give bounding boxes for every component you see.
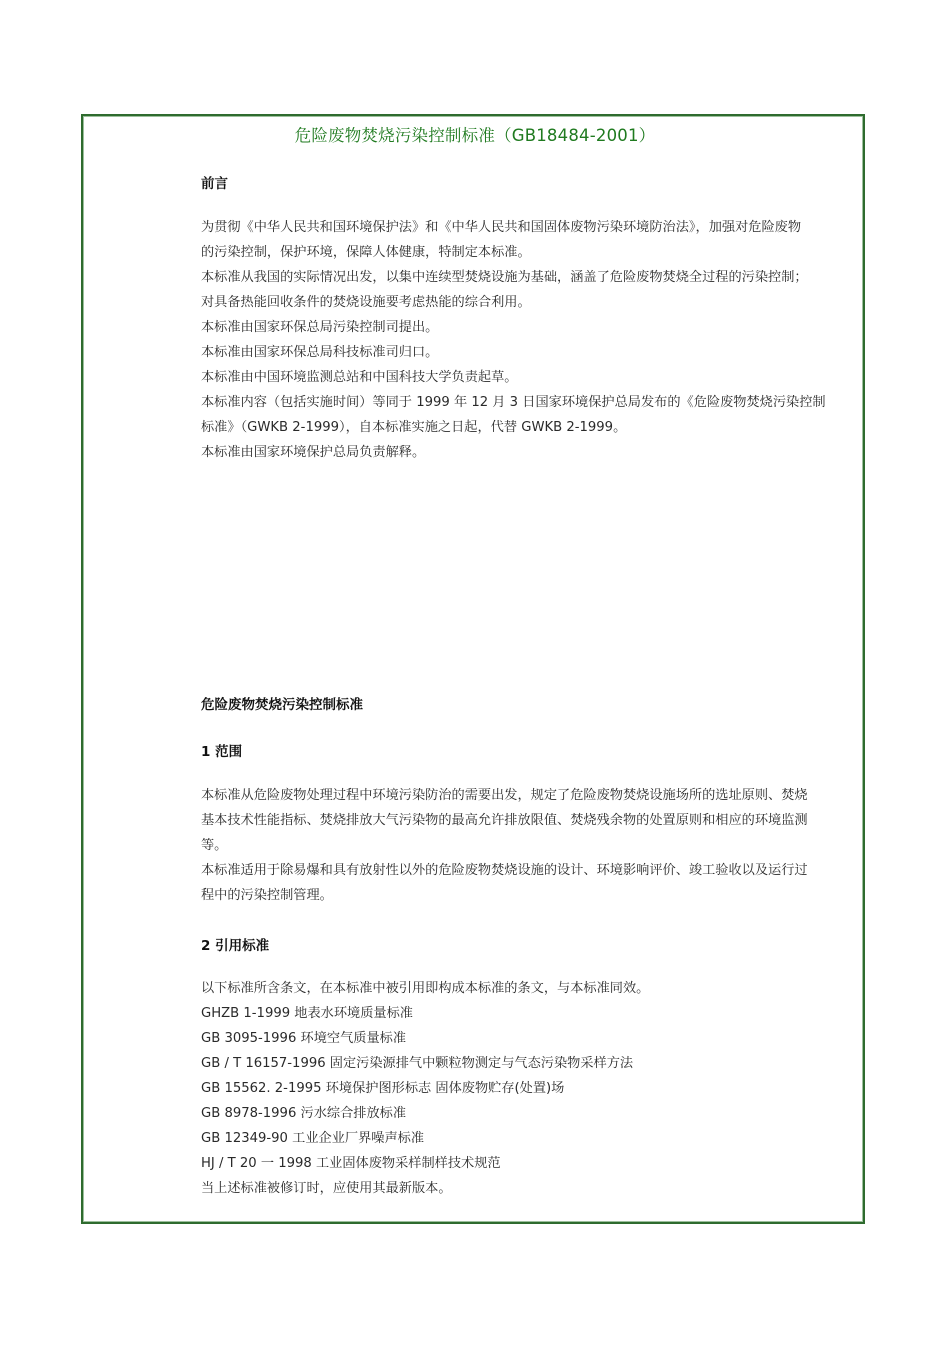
section1-line: 程中的污染控制管理。 [201,888,333,903]
section1-line: 等。 [201,838,228,853]
section2-line: 以下标准所含条文，在本标准中被引用即构成本标准的条文，与本标准同效。 [201,981,650,996]
reference-item: HJ / T 20 一 1998 工业固体废物采样制样技术规范 [201,1156,501,1171]
preface-line: 标准》（GWKB 2-1999），自本标准实施之日起，代替 GWKB 2-1999。 [201,420,627,435]
preface-line: 本标准内容（包括实施时间）等同于 1999 年 12 月 3 日国家环境保护总局发布的《危险废物焚烧污染控制 [201,395,826,410]
reference-item: GB 3095-1996 环境空气质量标准 [201,1031,407,1046]
reference-item: GHZB 1-1999 地表水环境质量标准 [201,1006,413,1021]
reference-item: GB / T 16157-1996 固定污染源排气中颗粒物测定与气态污染物采样方法 [201,1056,634,1071]
section2-body [201,976,649,1201]
section2-line: 当上述标准被修订时，应使用其最新版本。 [201,1181,452,1196]
section1-line: 基本技术性能指标、焚烧排放大气污染物的最高允许排放限值、焚烧残余物的处置原则和相应的环境监测 [201,813,808,828]
preface-line: 本标准由国家环境保护总局负责解释。 [201,445,426,460]
preface-body [201,215,863,465]
preface-line: 本标准由国家环保总局科技标准司归口。 [201,345,439,360]
preface-line: 的污染控制，保护环境，保障人体健康，特制定本标准。 [201,245,531,260]
reference-item: GB 8978-1996 污水综合排放标准 [201,1106,407,1121]
preface-line: 本标准从我国的实际情况出发，以集中连续型焚烧设施为基础，涵盖了危险废物焚烧全过程的污染控制； [201,270,808,285]
reference-item: GB 12349-90 工业企业厂界噪声标准 [201,1131,425,1146]
preface-line: 对具备热能回收条件的焚烧设施要考虑热能的综合利用。 [201,295,531,310]
section2-heading: 2 引用标准 [201,938,270,954]
section1-body [201,783,863,908]
section1-line: 本标准适用于除易爆和具有放射性以外的危险废物焚烧设施的设计、环境影响评价、竣工验收以及运行过 [201,863,808,878]
document-title: 危险废物焚烧污染控制标准（GB18484-2001） [294,126,656,145]
preface-heading: 前言 [201,176,228,192]
reference-item: GB 15562. 2-1995 环境保护图形标志 固体废物贮存(处置)场 [201,1081,565,1096]
preface-line: 为贯彻《中华人民共和国环境保护法》和《中华人民共和国固体废物污染环境防治法》，加强对危险废物 [201,220,802,235]
preface-line: 本标准由国家环保总局污染控制司提出。 [201,320,439,335]
section1-heading: 1 范围 [201,744,243,760]
preface-line: 本标准由中国环境监测总站和中国科技大学负责起草。 [201,370,518,385]
standard-heading: 危险废物焚烧污染控制标准 [201,697,363,713]
section1-line: 本标准从危险废物处理过程中环境污染防治的需要出发，规定了危险废物焚烧设施场所的选址原则、焚烧 [201,788,808,803]
